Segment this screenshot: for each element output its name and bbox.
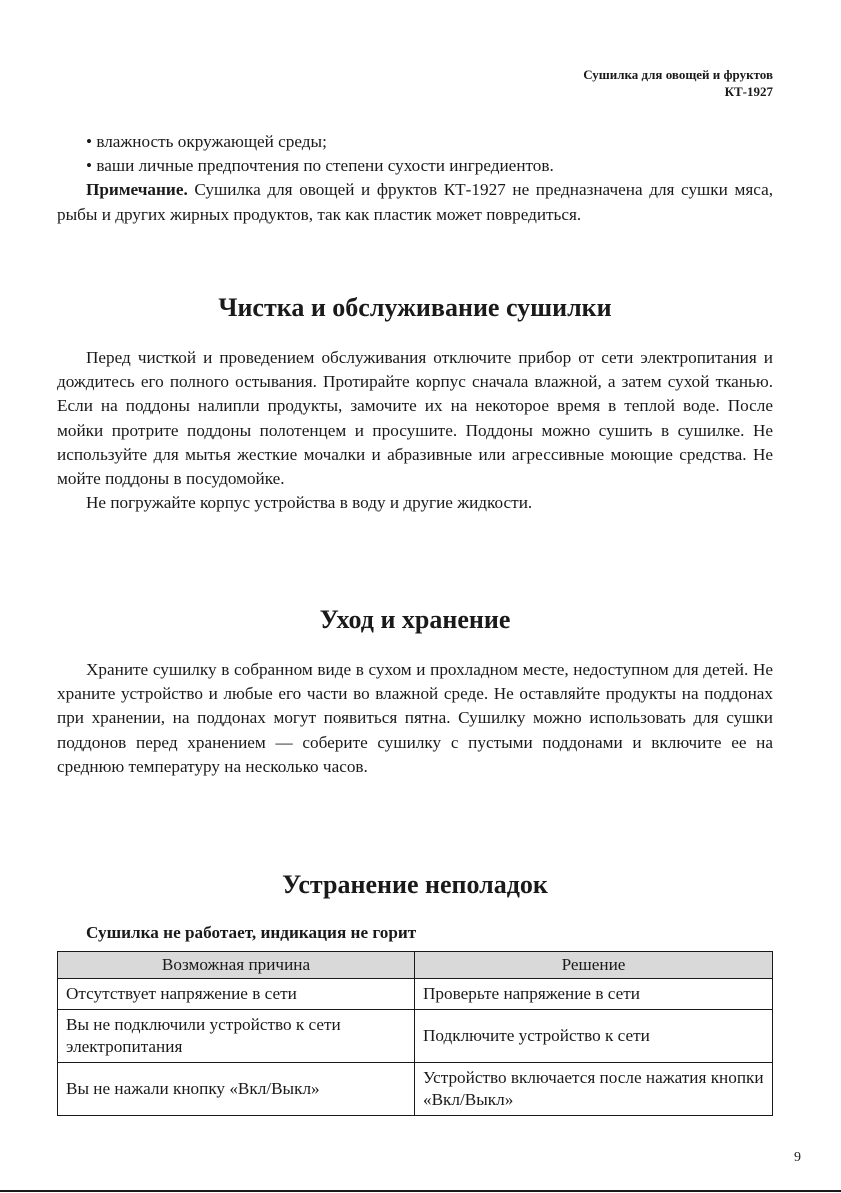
cause-cell: Отсутствует напряжение в сети bbox=[58, 979, 415, 1010]
troubleshooting-table bbox=[57, 951, 773, 1116]
note-paragraph bbox=[57, 178, 773, 226]
header-model: КТ-1927 bbox=[724, 84, 773, 99]
solution-cell: Подключите устройство к сети bbox=[415, 1010, 773, 1063]
table-row bbox=[58, 1010, 773, 1063]
cause-cell: Вы не подключили устройство к сети электропитания bbox=[58, 1010, 415, 1063]
bullet-text: влажность окружающей среды; bbox=[96, 132, 327, 151]
table-row bbox=[58, 979, 773, 1010]
troubleshooting-subtitle: Сушилка не работает, индикация не горит bbox=[86, 923, 417, 942]
running-header bbox=[583, 66, 773, 100]
cleaning-paragraph: Перед чисткой и проведением обслуживания отключите прибор от сети электропитания и дождитесь его полного остывания. Протирайте корпус сначала влажной, а затем сухой тканью. Если на поддоны налипли продукты, замочите их на некоторое время в теплой воде. После мойки протрите поддоны полотенцем и просушите. Поддоны можно сушить в сушилке. Не используйте для мытья жесткие мочалки и абразивные или агрессивные моющие средства. Не мойте поддоны в посудомойке. bbox=[57, 348, 773, 489]
bullet-text: ваши личные предпочтения по степени сухости ингредиентов. bbox=[96, 156, 554, 176]
cause-cell: Вы не нажали кнопку «Вкл/Выкл» bbox=[58, 1063, 415, 1116]
solution-cell: Устройство включается после нажатия кнопки «Вкл/Выкл» bbox=[415, 1063, 773, 1116]
solution-cell: Проверьте напряжение в сети bbox=[415, 979, 773, 1010]
section-title-storage: Уход и хранение bbox=[319, 605, 511, 634]
table-row bbox=[58, 1063, 773, 1116]
bottom-divider bbox=[0, 1190, 841, 1192]
column-header-solution: Решение bbox=[415, 952, 773, 979]
intro-block bbox=[57, 130, 773, 227]
section-title-cleaning: Чистка и обслуживание сушилки bbox=[218, 293, 612, 322]
bullet-item: • влажность окружающей среды; bbox=[86, 132, 327, 151]
cleaning-body bbox=[57, 346, 773, 515]
header-product-name: Сушилка для овощей и фруктов bbox=[583, 67, 773, 82]
section-title-troubleshooting: Устранение неполадок bbox=[282, 870, 548, 899]
bullet-item: • ваши личные предпочтения по степени сухости ингредиентов. bbox=[86, 156, 554, 176]
note-text: Сушилка для овощей и фруктов КТ-1927 не предназначена для сушки мяса, рыбы и других жирных продуктов, так как пластик может повредиться. bbox=[57, 180, 773, 224]
table-header-row bbox=[58, 952, 773, 979]
storage-body bbox=[57, 658, 773, 779]
page-number: 9 bbox=[794, 1150, 801, 1165]
storage-paragraph: Храните сушилку в собранном виде в сухом и прохладном месте, недоступном для детей. Не храните устройство и любые его части во влажной среде. Не оставляйте продукты на поддонах при хранении, на поддонах могут появиться пятна. Сушилку можно использовать для сушки поддонов перед хранением — соберите сушилку с пустыми поддонами и включите ее на среднюю температуру на несколько часов. bbox=[57, 660, 773, 776]
note-label: Примечание. bbox=[86, 180, 188, 200]
cleaning-paragraph: Не погружайте корпус устройства в воду и другие жидкости. bbox=[86, 493, 533, 513]
column-header-cause: Возможная причина bbox=[58, 952, 415, 979]
